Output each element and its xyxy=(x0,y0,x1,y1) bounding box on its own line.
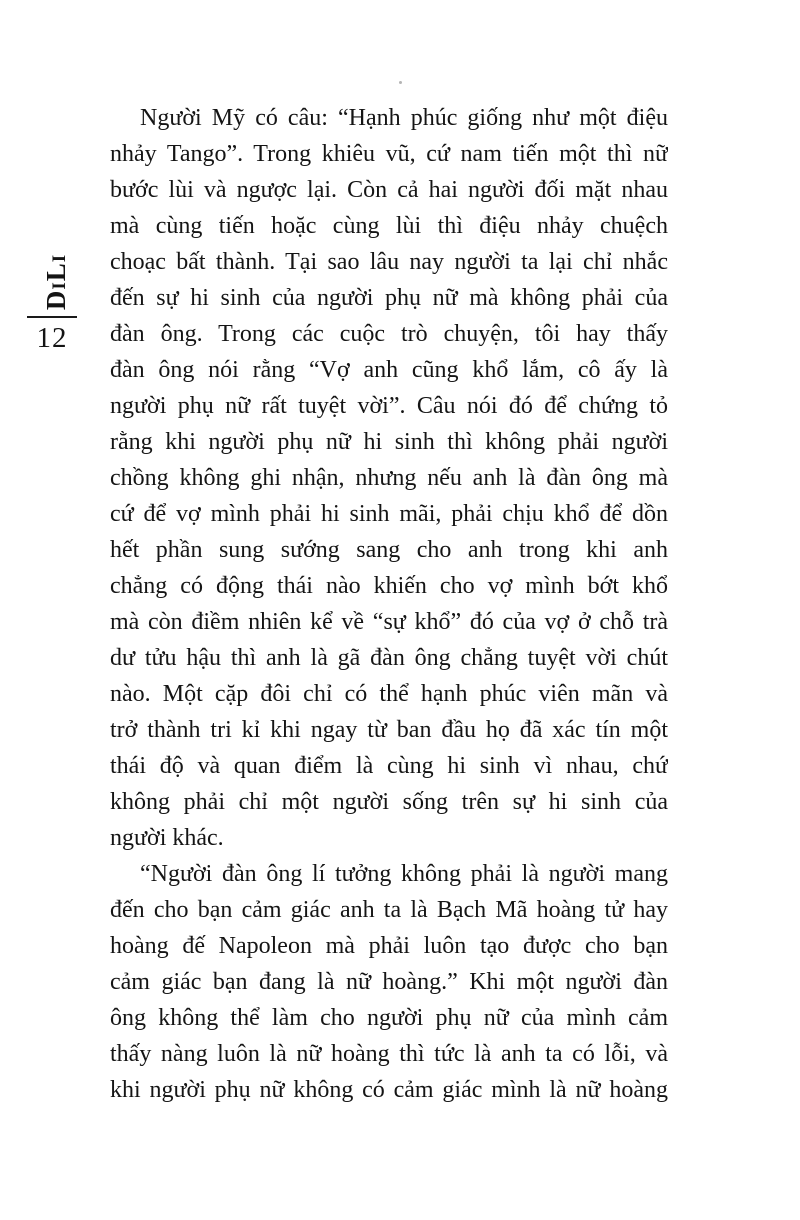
text-line: “Người đàn ông lí tưởng không phải là người mang xyxy=(140,861,668,887)
text-line: dư tửu hậu thì anh là gã đàn ông chẳng tuyệt vời chút xyxy=(110,645,668,671)
text-line: hết phần sung sướng sang cho anh trong khi anh xyxy=(110,537,668,563)
text-line: người phụ nữ rất tuyệt vời”. Câu nói đó để chứng tỏ xyxy=(110,393,668,419)
text-line: đàn ông nói rằng “Vợ anh cũng khổ lắm, cô ấy là xyxy=(110,357,668,383)
text-line: đàn ông. Trong các cuộc trò chuyện, tôi hay thấy xyxy=(110,321,668,347)
scan-speck xyxy=(399,81,402,84)
text-line: hoàng đế Napoleon mà phải luôn tạo được cho bạn xyxy=(110,933,668,959)
page-number: 12 xyxy=(36,322,68,354)
text-line: người khác. xyxy=(110,825,224,851)
page-number-rule xyxy=(27,316,77,318)
text-line: Người Mỹ có câu: “Hạnh phúc giống như một điệu xyxy=(140,105,668,131)
body-text xyxy=(110,100,668,1108)
text-line: nhảy Tango”. Trong khiêu vũ, cứ nam tiến một thì nữ xyxy=(110,141,668,167)
author-spine-label: DiLi xyxy=(41,253,71,311)
text-line: mà còn điềm nhiên kể về “sự khổ” đó của vợ ở chỗ trà xyxy=(110,609,668,635)
text-line: choạc bất thành. Tại sao lâu nay người ta lại chỉ nhắc xyxy=(110,249,668,275)
text-line: trở thành tri kỉ khi ngay từ ban đầu họ đã xác tín một xyxy=(110,717,668,743)
text-line: chẳng có động thái nào khiến cho vợ mình bớt khổ xyxy=(110,573,668,599)
text-line: nào. Một cặp đôi chỉ có thể hạnh phúc viên mãn và xyxy=(110,681,668,707)
text-line: thấy nàng luôn là nữ hoàng thì tức là anh ta có lỗi, và xyxy=(110,1041,668,1067)
text-line: rằng khi người phụ nữ hi sinh thì không phải người xyxy=(110,429,668,455)
text-line: đến cho bạn cảm giác anh ta là Bạch Mã hoàng tử hay xyxy=(110,897,668,923)
text-line: mà cùng tiến hoặc cùng lùi thì điệu nhảy chuệch xyxy=(110,213,668,239)
text-line: bước lùi và ngược lại. Còn cả hai người đối mặt nhau xyxy=(110,177,668,203)
text-line: đến sự hi sinh của người phụ nữ mà không phải của xyxy=(110,285,668,311)
text-line: khi người phụ nữ không có cảm giác mình là nữ hoàng xyxy=(110,1077,668,1103)
text-line: chồng không ghi nhận, nhưng nếu anh là đàn ông mà xyxy=(110,465,668,491)
text-line: ông không thể làm cho người phụ nữ của mình cảm xyxy=(110,1005,668,1031)
text-line: thái độ và quan điểm là cùng hi sinh vì nhau, chứ xyxy=(110,753,668,779)
text-line: không phải chỉ một người sống trên sự hi sinh của xyxy=(110,789,668,815)
text-line: cảm giác bạn đang là nữ hoàng.” Khi một người đàn xyxy=(110,969,668,995)
text-line: cứ để vợ mình phải hi sinh mãi, phải chịu khổ để dồn xyxy=(110,501,668,527)
